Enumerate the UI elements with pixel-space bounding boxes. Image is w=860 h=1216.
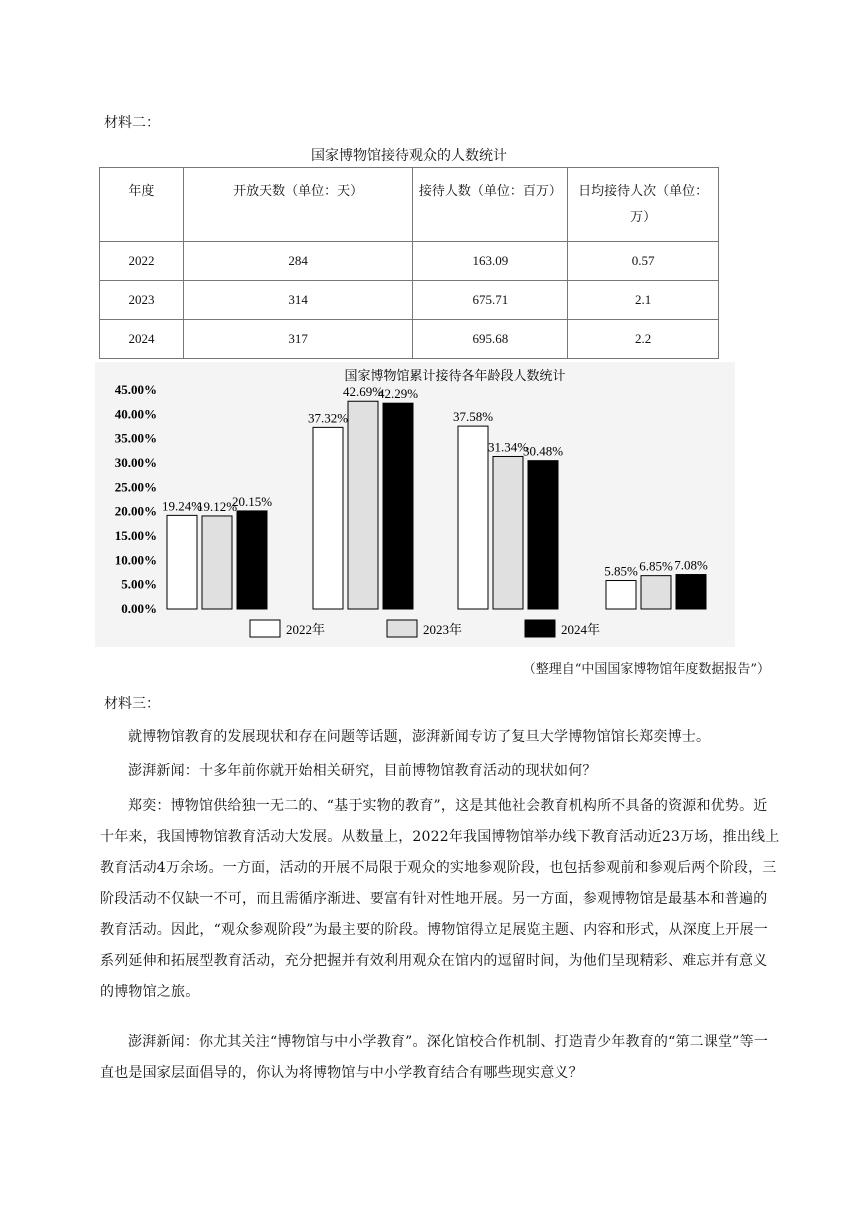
bar (458, 426, 488, 609)
bar-value-label: 19.12% (196, 498, 238, 514)
bar-value-label: 30.48% (522, 443, 564, 459)
y-tick-label: 40.00% (114, 406, 157, 422)
bar-value-label: 5.85% (604, 563, 638, 579)
legend-label: 2024年 (561, 622, 601, 637)
header-open-days: 开放天数（单位：天） (183, 168, 413, 242)
legend-swatch (387, 620, 417, 637)
paragraph-question-1: 澎湃新闻：十多年前你就开始相关研究，目前博物馆教育活动的现状如何？ (128, 763, 597, 779)
bar-value-label: 19.24% (161, 498, 203, 514)
table-row (100, 320, 719, 359)
table-cell: 2024 (100, 320, 184, 359)
table-cell: 0.57 (568, 242, 719, 281)
legend-swatch (250, 620, 280, 637)
bar (313, 427, 343, 609)
table-cell: 2022 (100, 242, 184, 281)
y-tick-label: 25.00% (114, 479, 157, 495)
bar-value-label: 37.58% (452, 409, 494, 425)
y-tick-label: 15.00% (114, 528, 157, 543)
legend-label: 2023年 (423, 622, 463, 637)
table-cell: 317 (183, 320, 413, 359)
paragraph-answer-1: 郑奕：博物馆供给独一无二的、“基于实物的教育”，这是其他社会教育机构所不具备的资源和优势。近十年来，我国博物馆教育活动大发展。从数量上，2022年我国博物馆举办线下教育活动近23万场，推出线上教育活动4万余场。一方面，活动的开展不局限于观众的实地参观阶段，也包括参观前和参观后两个阶段，三阶段活动不仅缺一不可，而且需循序渐进、要富有针对性地开展。另一方面，参观博物馆是最基本和普遍的教育活动。因此，“观众参观阶段”为最主要的阶段。博物馆得立足展览主题、内容和形式，从深度上开展一系列延伸和拓展型教育活动，充分把握并有效利用观众在馆内的逗留时间，为他们呈现精彩、难忘并有意义的博物馆之旅。 (100, 798, 780, 1000)
table-row (100, 242, 719, 281)
table-cell: 2.1 (568, 281, 719, 320)
bar-value-label: 42.69% (342, 384, 384, 400)
y-tick-label: 20.00% (114, 503, 157, 519)
source-note: （整理自“中国国家博物馆年度数据报告”） (522, 662, 770, 677)
table-cell: 2.2 (568, 320, 719, 359)
material-two-heading: 材料二： (104, 115, 160, 131)
age-group-bar-chart (95, 362, 735, 647)
bar-value-label: 31.34% (487, 439, 529, 455)
bar (676, 575, 706, 609)
table-cell: 695.68 (413, 320, 568, 359)
table-cell: 314 (183, 281, 413, 320)
bar (348, 401, 378, 609)
paragraph-intro: 就博物馆教育的发展现状和存在问题等话题，澎湃新闻专访了复旦大学博物馆馆长郑奕博士。 (128, 729, 711, 745)
header-visitors: 接待人数（单位：百万） (413, 168, 568, 242)
bar-value-label: 42.29% (377, 386, 419, 402)
legend-swatch (525, 620, 555, 637)
table-header-row (100, 168, 719, 242)
bar-value-label: 7.08% (674, 557, 708, 573)
bar (383, 403, 413, 609)
bar (237, 511, 267, 609)
table-row (100, 281, 719, 320)
bar-value-label: 6.85% (639, 558, 673, 574)
y-tick-label: 30.00% (114, 455, 157, 470)
bar (167, 515, 197, 609)
chart-title: 国家博物馆累计接待各年龄段人数统计 (344, 368, 566, 383)
y-tick-label: 0.00% (121, 601, 157, 616)
material-three-heading: 材料三： (104, 696, 160, 712)
bar-value-label: 20.15% (231, 493, 273, 509)
header-year: 年度 (100, 168, 184, 242)
y-tick-label: 45.00% (114, 382, 157, 397)
bar (606, 581, 636, 609)
table-title: 国家博物馆接待观众的人数统计 (311, 148, 507, 164)
legend-label: 2022年 (286, 622, 326, 637)
bar (528, 461, 558, 609)
table-cell: 675.71 (413, 281, 568, 320)
paragraph-question-2: 澎湃新闻：你尤其关注“博物馆与中小学教育”。深化馆校合作机制、打造青少年教育的“第二课堂”等一直也是国家层面倡导的，你认为将博物馆与中小学教育结合有哪些现实意义？ (100, 1034, 769, 1081)
bar (202, 516, 232, 609)
header-daily-visitors: 日均接待人次（单位： 万） (568, 168, 719, 242)
bar (641, 576, 671, 609)
bar (493, 456, 523, 609)
table-cell: 163.09 (413, 242, 568, 281)
y-tick-label: 35.00% (114, 430, 157, 446)
bar-value-label: 37.32% (307, 410, 349, 426)
y-tick-label: 5.00% (121, 576, 157, 592)
table-cell: 2023 (100, 281, 184, 320)
visitor-stats-table (99, 167, 719, 359)
y-tick-label: 10.00% (114, 552, 157, 568)
table-cell: 284 (183, 242, 413, 281)
